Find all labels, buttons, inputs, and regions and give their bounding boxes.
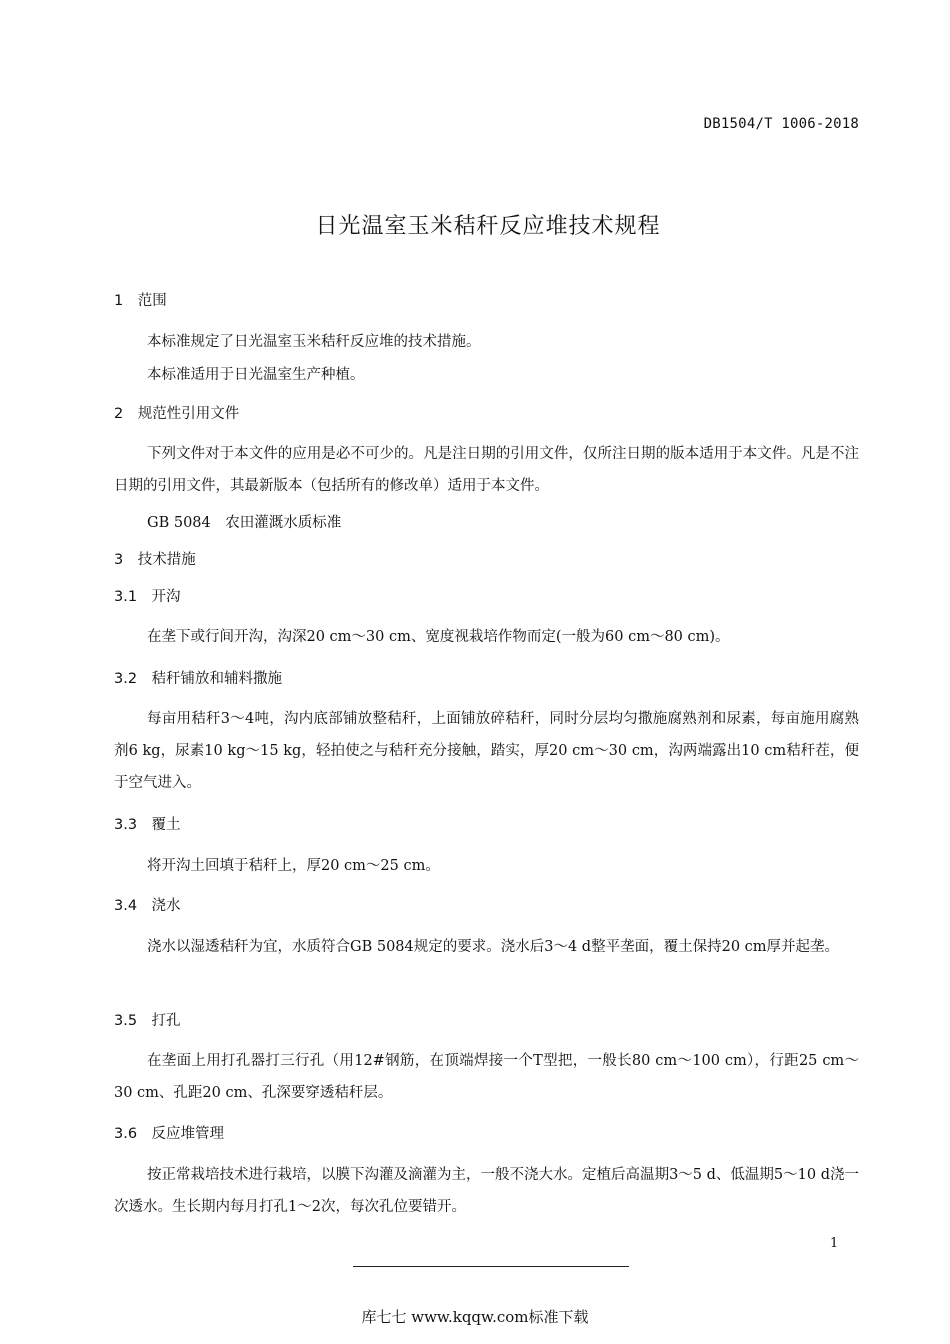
heading-3-1: 3.1 开沟 (114, 589, 181, 605)
document-code: DB1504/T 1006-2018 (703, 116, 859, 132)
heading-3-3: 3.3 覆土 (114, 817, 181, 833)
heading-3-5: 3.5 打孔 (114, 1013, 181, 1029)
heading-3: 3 技术措施 (114, 552, 196, 568)
paragraph-3-1: 在垄下或行间开沟，沟深20 cm～30 cm、宽度视栽培作物而定(一般为60 cm～80 cm)。 (147, 629, 730, 645)
footer-rule (353, 1266, 629, 1267)
heading-3-2: 3.2 秸秆铺放和辅料撒施 (114, 671, 283, 687)
paragraph-1-1: 本标准规定了日光温室玉米秸秆反应堆的技术措施。 (147, 334, 481, 350)
heading-3-4: 3.4 浇水 (114, 898, 181, 914)
paragraph-3-2: 每亩用秸秆3～4吨，沟内底部铺放整秸秆，上面铺放碎秸秆，同时分层均匀撒施腐熟剂和尿素，每亩施用腐熟剂6 kg，尿素10 kg～15 kg，轻拍使之与秸秆充分接触，踏实，厚20 cm～30 cm，沟两端露出10 cm秸秆茬，便于空气进入。 (114, 711, 859, 791)
paragraph-2: 下列文件对于本文件的应用是必不可少的。凡是注日期的引用文件，仅所注日期的版本适用于本文件。凡是不注日期的引用文件，其最新版本（包括所有的修改单）适用于本文件。 (114, 446, 859, 494)
heading-3-6: 3.6 反应堆管理 (114, 1126, 225, 1142)
paragraph-1-2: 本标准适用于日光温室生产种植。 (147, 367, 365, 383)
heading-1: 1 范围 (114, 293, 167, 309)
paragraph-3-6: 按正常栽培技术进行栽培，以膜下沟灌及滴灌为主，一般不浇大水。定植后高温期3～5 d、低温期5～10 d浇一次透水。生长期内每月打孔1～2次，每次孔位要错开。 (114, 1167, 859, 1215)
paragraph-3-5: 在垄面上用打孔器打三行孔（用12#钢筋，在顶端焊接一个T型把，一般长80 cm～100 cm），行距25 cm～30 cm、孔距20 cm、孔深要穿透秸秆层。 (114, 1053, 859, 1101)
paragraph-3-3: 将开沟土回填于秸秆上，厚20 cm～25 cm。 (147, 858, 440, 874)
paragraph-3-4: 浇水以湿透秸秆为宜，水质符合GB 5084规定的要求。浇水后3～4 d整平垄面，覆土保持20 cm厚并起垄。 (147, 939, 840, 955)
heading-2: 2 规范性引用文件 (114, 406, 240, 422)
page-number: 1 (830, 1236, 839, 1251)
document-title: 日光温室玉米秸秆反应堆技术规程 (315, 214, 661, 239)
footer-text: 库七七 www.kqqw.com标准下载 (361, 1308, 589, 1326)
reference-gb5084: GB 5084 农田灌溉水质标准 (147, 515, 342, 531)
